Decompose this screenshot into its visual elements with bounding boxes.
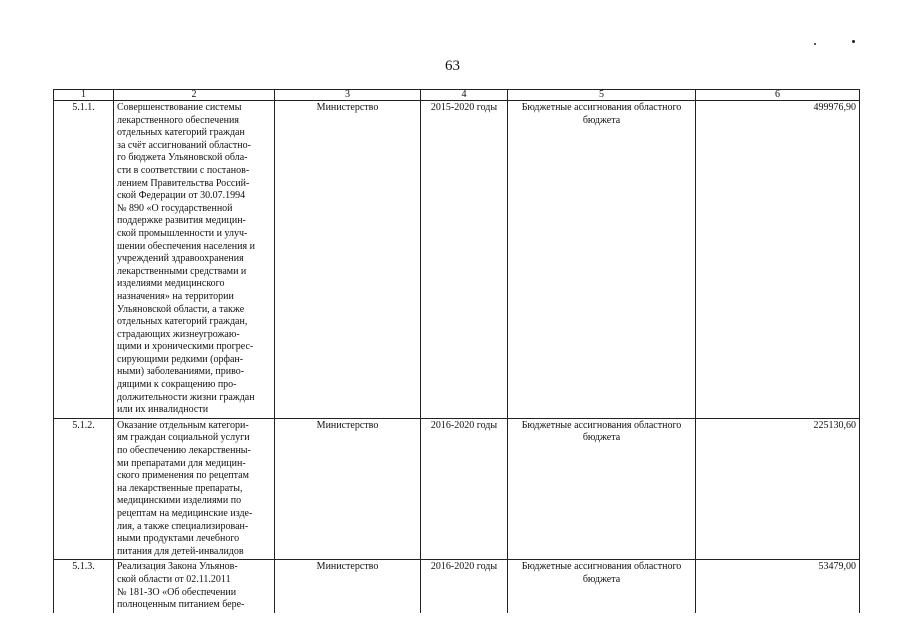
budget-table [53, 89, 860, 613]
description-line: должительности жизни граждан [117, 391, 255, 403]
description-line: лия, а также специализирован- [117, 520, 249, 532]
table-header-row [54, 90, 860, 101]
row-executor: Министерство [275, 418, 421, 560]
description-line: отдельных категорий граждан, [117, 316, 248, 328]
row-funding-source: Бюджетные ассигнования областного бюджета [508, 418, 696, 560]
description-line: ской промышленности и улуч- [117, 227, 248, 239]
row-number: 5.1.2. [54, 418, 114, 560]
description-line: ными) заболеваниями, приво- [117, 366, 245, 378]
row-amount: 225130,60 [696, 418, 860, 560]
column-header-5: 5 [508, 90, 696, 101]
row-number: 5.1.1. [54, 101, 114, 419]
description-line: сирующими редкими (орфан- [117, 353, 244, 365]
row-period: 2016-2020 годы [421, 560, 508, 613]
row-description [114, 101, 275, 419]
description-line: поддержке развития медицин- [117, 215, 246, 227]
description-line: учреждений здравоохранения [117, 253, 244, 265]
description-line: ской Федерации от 30.07.1994 [117, 190, 246, 202]
description-line: ского применения по рецептам [117, 470, 249, 482]
description-line: или их инвалидности [117, 404, 209, 416]
description-line: за счёт ассигнований областно- [117, 139, 251, 151]
description-line: отдельных категорий граждан [117, 127, 245, 139]
column-header-2: 2 [114, 90, 275, 101]
table-row [54, 101, 860, 419]
description-line: рецептам на медицинские изде- [117, 508, 253, 519]
table-body [54, 101, 860, 613]
description-line: лекарственными средствами и [117, 265, 247, 277]
column-header-6: 6 [696, 90, 860, 101]
description-line: ными продуктами лечебного [117, 533, 240, 545]
row-period: 2016-2020 годы [421, 418, 508, 560]
description-line: № 181-ЗО «Об обеспечении [117, 586, 237, 598]
description-line: ской области от 02.11.2011 [117, 573, 231, 585]
column-header-4: 4 [421, 90, 508, 101]
description-line: лекарственного обеспечения [117, 114, 239, 126]
table-row [54, 418, 860, 560]
description-line: медицинскими изделиями по [117, 495, 242, 507]
description-line: дящими к сокращению про- [117, 379, 237, 391]
row-amount: 499976,90 [696, 101, 860, 419]
description-line: страдающих жизнеугрожаю- [117, 328, 240, 340]
description-line: лением Правительства Россий- [117, 177, 250, 189]
row-description [114, 560, 275, 613]
row-funding-source: Бюджетные ассигнования областного бюджета [508, 560, 696, 613]
description-line: Ульяновской области, а также [117, 303, 245, 315]
row-period: 2015-2020 годы [421, 101, 508, 419]
description-line: Совершенствование системы [117, 102, 242, 113]
description-line: Оказание отдельным категори- [117, 419, 249, 431]
row-executor: Министерство [275, 101, 421, 419]
description-line: сти в соответствии с постанов- [117, 164, 250, 176]
row-description [114, 418, 275, 560]
page-number: 63 [445, 58, 460, 74]
scan-speck [814, 43, 816, 45]
description-line: ми препаратами для медицин- [117, 457, 246, 469]
description-line: на лекарственные препараты, [117, 482, 243, 494]
description-line: Реализация Закона Ульянов- [117, 561, 238, 573]
description-line: го бюджета Ульяновской обла- [117, 152, 248, 164]
description-line: по обеспечению лекарственны- [117, 445, 251, 457]
row-amount: 53479,00 [696, 560, 860, 613]
row-executor: Министерство [275, 560, 421, 613]
row-number: 5.1.3. [54, 560, 114, 613]
description-line: № 890 «О государственной [117, 202, 233, 214]
description-line: щими и хроническими прогрес- [117, 341, 254, 353]
table-row [54, 560, 860, 613]
column-header-3: 3 [275, 90, 421, 101]
description-line: полноценным питанием бере- [117, 599, 245, 611]
description-line: назначения» на территории [117, 290, 234, 302]
description-line: ям граждан социальной услуги [117, 432, 250, 444]
description-line: питания для детей-инвалидов [117, 545, 244, 557]
row-funding-source: Бюджетные ассигнования областного бюджета [508, 101, 696, 419]
column-header-1: 1 [54, 90, 114, 101]
description-line: шении обеспечения населения и [117, 240, 255, 252]
description-line: изделиями медицинского [117, 278, 225, 290]
scan-speck [852, 40, 855, 43]
